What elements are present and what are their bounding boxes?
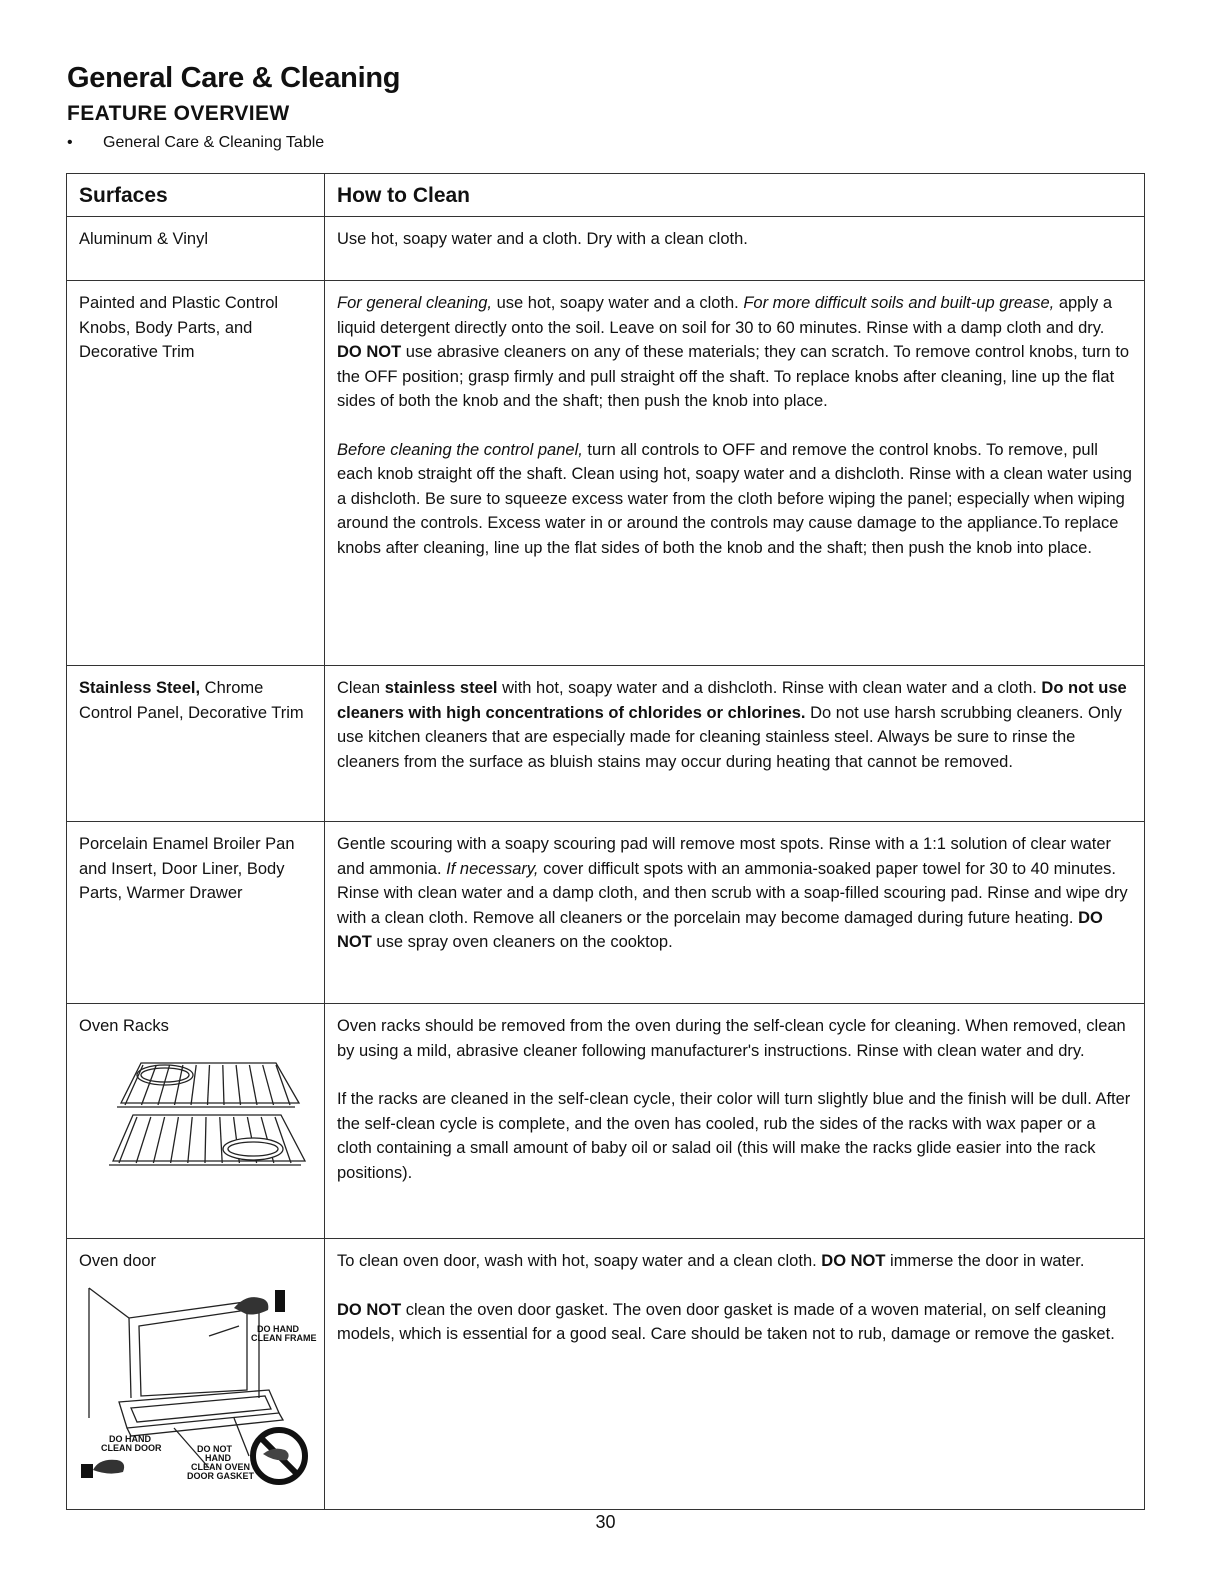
text-run: Use hot, soapy water and a cloth. Dry with a clean cloth.	[337, 230, 748, 248]
surface-cell	[67, 281, 325, 666]
italic-text: For general cleaning,	[337, 294, 493, 312]
table-row	[67, 1239, 1145, 1510]
text-run: Clean	[337, 679, 385, 697]
surface-cell	[67, 1004, 325, 1239]
text-run: use abrasive cleaners on any of these materials; they can scratch. To remove control knobs, turn to the OFF position; grasp firmly and pull straight off the shaft. To replace knobs after cleaning, line up the flat sides of both the knob and the shaft; then push the knob into place.	[337, 343, 1130, 410]
italic-text: If necessary,	[446, 859, 539, 878]
prohibited-icon	[253, 1430, 305, 1482]
italic-text: Before cleaning the control panel,	[337, 440, 583, 459]
text-run: turn all controls to OFF and remove the control knobs. To remove, pull each knob straight off the shaft. Clean using hot, soapy water and a dishcloth. Rinse with a clean water using a dishcloth. Be sure to squeeze excess water from the cloth before wiping the panel; especially when wiping around the controls. Excess water in or around the controls may cause damage to the appliance.To replace knobs after cleaning, line up the flat sides of both the knob and the shaft; then push the knob into place.	[337, 440, 1132, 557]
how-to-clean-cell	[325, 217, 1145, 281]
how-to-clean-cell	[325, 1239, 1145, 1510]
instruction-paragraph	[337, 676, 1132, 774]
how-to-clean-cell	[325, 1004, 1145, 1239]
header-surfaces: Surfaces	[67, 174, 325, 217]
illustration-label: DOOR GASKET	[187, 1470, 255, 1481]
page-title: General Care & Cleaning	[67, 62, 401, 94]
bullet-text: General Care & Cleaning Table	[103, 134, 325, 151]
instruction-paragraph	[337, 1249, 1132, 1274]
surface-cell	[67, 666, 325, 822]
surface-name	[79, 1014, 312, 1039]
illustration-label: HAND	[205, 1452, 231, 1463]
how-to-clean-cell	[325, 666, 1145, 822]
text-run: To clean oven door, wash with hot, soapy water and a clean cloth.	[337, 1252, 822, 1270]
surface-name	[79, 832, 312, 906]
text-run: Do not use harsh scrubbing cleaners. Only use kitchen cleaners that are especially made for cleaning stainless steel. Always be sure to rinse the cleaners from the surface as bluish stains may occur during heating that cannot be removed.	[337, 703, 1122, 771]
text-run: use spray oven cleaners on the cooktop.	[371, 933, 673, 951]
text-run: Oven racks should be removed from the oven during the self-clean cycle for cleaning. When removed, clean by using a mild, abrasive cleaner following manufacturer's instructions. Rinse with clean water and dry.	[337, 1017, 1126, 1060]
how-to-clean-cell	[325, 822, 1145, 1004]
oven-racks-illustration	[101, 1053, 306, 1173]
surface-cell	[67, 822, 325, 1004]
bold-text: DO NOT	[337, 908, 1103, 951]
instruction-paragraph	[337, 1014, 1132, 1063]
surface-name	[79, 676, 312, 725]
text-run: Painted and Plastic Control Knobs, Body Parts, and Decorative Trim	[79, 294, 279, 361]
illustration-label: DO NOT	[197, 1443, 232, 1454]
how-to-clean-cell	[325, 281, 1145, 666]
instruction-paragraph	[337, 1087, 1132, 1185]
bold-text: stainless steel	[384, 679, 498, 697]
hand-cloth-icon	[93, 1459, 124, 1473]
surface-name	[79, 291, 312, 365]
instruction-paragraph	[337, 832, 1132, 955]
instruction-paragraph	[337, 227, 1132, 252]
italic-text: For more difficult soils and built-up grease,	[743, 294, 1055, 312]
bullet-icon: •	[67, 134, 73, 151]
bold-text: DO NOT	[821, 1252, 886, 1270]
surface-cell	[67, 1239, 325, 1510]
table-header-row	[67, 174, 1145, 217]
illustration-label: CLEAN DOOR	[101, 1442, 162, 1453]
bold-text: DO NOT	[337, 1300, 402, 1319]
section-subtitle: FEATURE OVERVIEW	[67, 102, 290, 125]
page-number: 30	[595, 1512, 616, 1532]
text-run: Gentle scouring with a soapy scouring pad will remove most spots. Rinse with a 1:1 solution of clear water and ammonia.	[337, 835, 1112, 878]
surface-name	[79, 1249, 312, 1274]
surface-cell	[67, 217, 325, 281]
text-run: Oven door	[79, 1252, 157, 1270]
text-run: Aluminum & Vinyl	[79, 230, 208, 248]
text-run: cover difficult spots with an ammonia-soaked paper towel for 30 to 40 minutes. Rinse with clean water and a damp cloth, and then scrub with a soap-filled scouring pad. Rinse and wipe dry with a clean cloth. Remove all cleaners or the porcelain may become damaged during future heating.	[337, 859, 1128, 927]
illustration-label: DO HAND	[257, 1323, 299, 1334]
text-run: use hot, soapy water and a cloth.	[492, 294, 744, 312]
bold-text: Stainless Steel,	[79, 679, 201, 697]
text-run: with hot, soapy water and a dishcloth. Rinse with clean water and a cloth.	[497, 679, 1042, 697]
text-run: Oven Racks	[79, 1017, 169, 1035]
instruction-paragraph	[337, 1298, 1132, 1347]
text-run: clean the oven door gasket. The oven door gasket is made of a woven material, on self cleaning models, which is essential for a good seal. Care should be taken not to rub, damage or remove the gasket.	[337, 1300, 1115, 1343]
text-run: If the racks are cleaned in the self-clean cycle, their color will turn slightly blue and the finish will be dull. After the self-clean cycle is complete, and the oven has cooled, rub the sides of the racks with wax paper or a cloth containing a small amount of baby oil or salad oil (this will make the racks glide easier into the rack positions).	[337, 1090, 1131, 1182]
bold-text: DO NOT	[337, 343, 402, 361]
table-row	[67, 1004, 1145, 1239]
text-run: Porcelain Enamel Broiler Pan and Insert, Door Liner, Body Parts, Warmer Drawer	[79, 835, 295, 902]
instruction-paragraph	[337, 438, 1132, 561]
illustration-label: CLEAN OVEN	[191, 1461, 251, 1472]
bold-text: Do not use cleaners with high concentrations of chlorides or chlorines.	[337, 679, 1127, 722]
illustration-label: DO HAND	[109, 1433, 151, 1444]
text-run: apply a liquid detergent directly onto the soil. Leave on soil for 30 to 60 minutes. Rinse with a damp cloth and dry.	[337, 294, 1113, 337]
illustration-label: CLEAN FRAME	[251, 1332, 317, 1343]
hand-cloth-icon	[234, 1297, 268, 1314]
header-how-to-clean: How to Clean	[325, 174, 1145, 217]
care-cleaning-table	[66, 173, 1145, 1510]
oven-door-illustration	[79, 1278, 317, 1488]
text-run: immerse the door in water.	[885, 1252, 1085, 1270]
table-row	[67, 281, 1145, 666]
bullet-item	[67, 134, 324, 152]
table-row	[67, 217, 1145, 281]
text-run: Chrome Control Panel, Decorative Trim	[79, 679, 304, 722]
table-row	[67, 822, 1145, 1004]
surface-name	[79, 227, 312, 252]
table-row	[67, 666, 1145, 822]
instruction-paragraph	[337, 291, 1132, 414]
